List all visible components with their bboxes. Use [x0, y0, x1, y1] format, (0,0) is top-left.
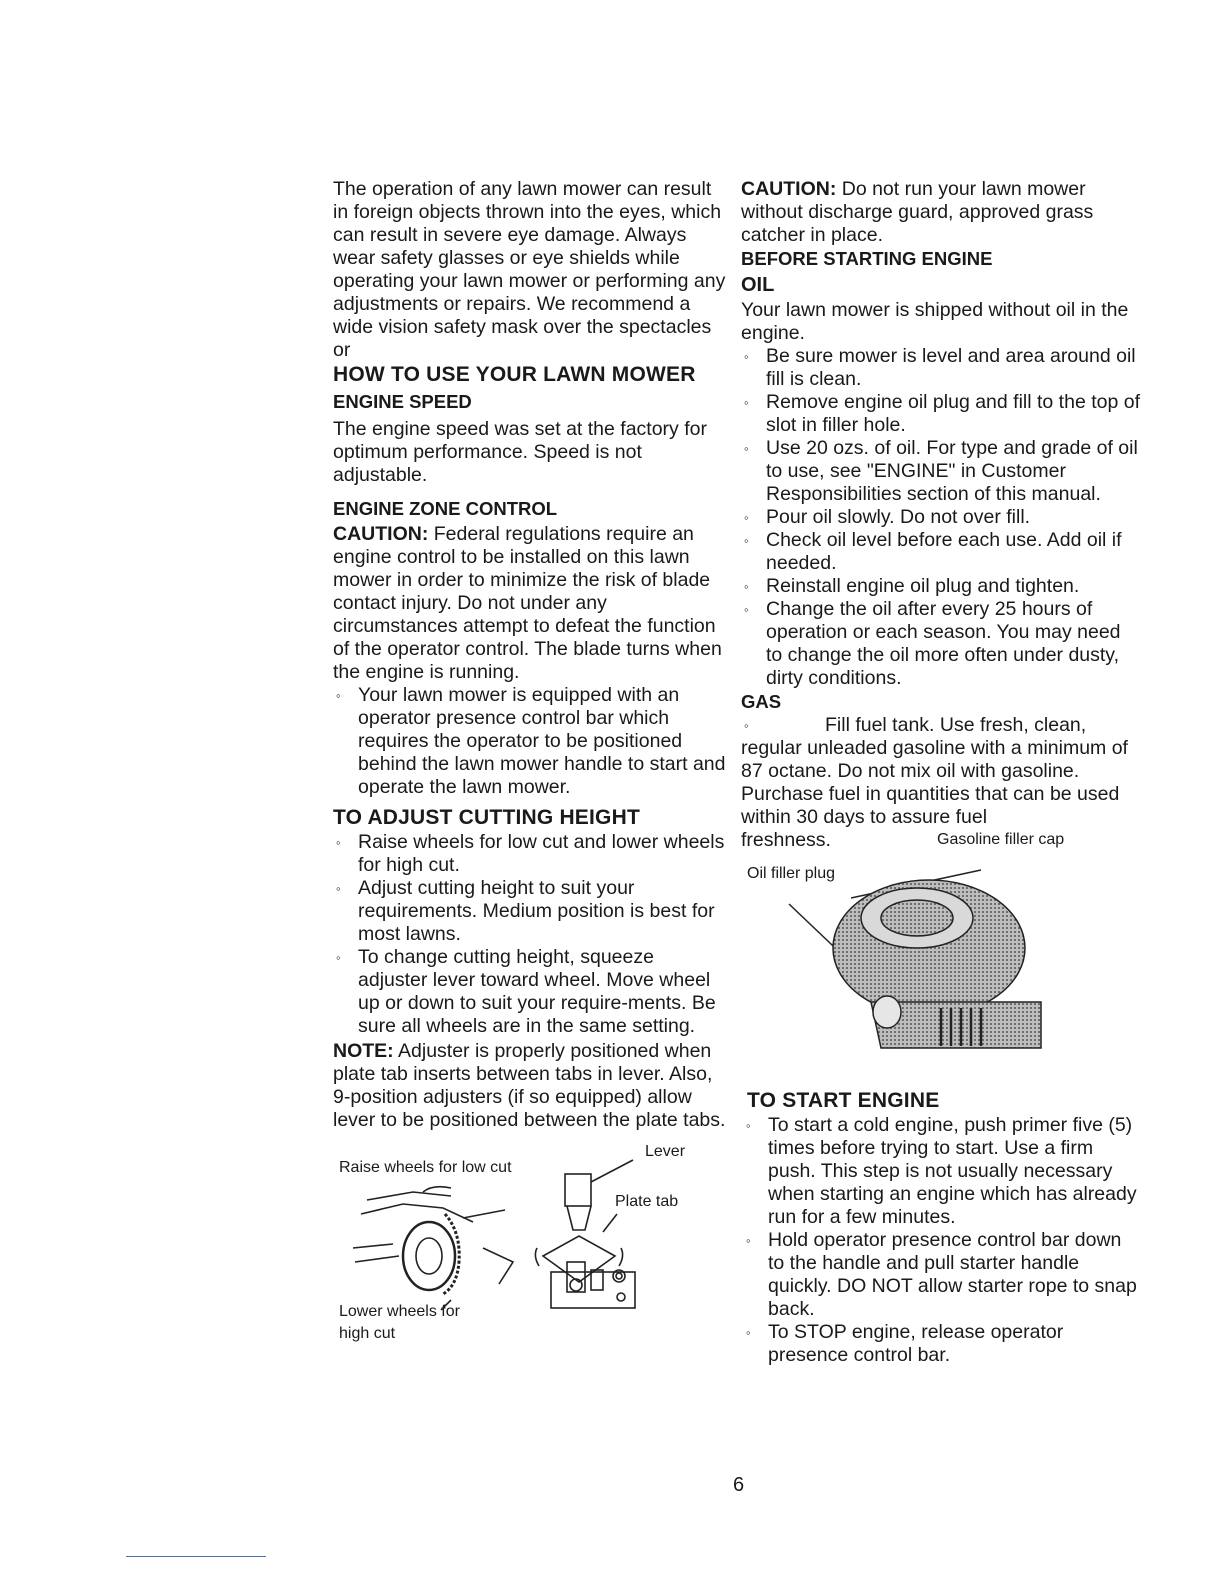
discharge-caution-label: CAUTION:: [741, 178, 837, 200]
left-column: [333, 178, 728, 1348]
list-item: ◦ Your lawn mower is equipped with an operator presence control bar which requires the operator to be positioned behind the lawn mower handle to start and operate the lawn mower.: [333, 684, 728, 799]
list-item: ◦ Raise wheels for low cut and lower wheels for high cut.: [333, 831, 728, 877]
start-engine-heading: TO START ENGINE: [747, 1089, 940, 1112]
list-item: ◦ Change the oil after every 25 hours of operation or each season. You may need to change the oil more often under dusty, dirty conditions.: [741, 598, 1141, 690]
gas-first-line: [741, 714, 1141, 737]
ezc-caution-paragraph: [333, 523, 728, 684]
list-item: ◦ Remove engine oil plug and fill to the top of slot in filler hole.: [741, 391, 1141, 437]
ezc-caution-label: CAUTION:: [333, 523, 429, 545]
start-bullet-list: [741, 1114, 1141, 1367]
list-item: ◦ Pour oil slowly. Do not over fill.: [741, 506, 1141, 529]
note-label: NOTE:: [333, 1040, 394, 1062]
wheel-adjuster-illustration: [333, 1152, 663, 1312]
gas-text-first: Fill fuel tank. Use fresh, clean,: [825, 714, 1087, 736]
list-item: ◦ Be sure mower is level and area around oil fill is clean.: [741, 345, 1141, 391]
lever-caption: Lever: [645, 1143, 686, 1160]
cutting-height-heading: TO ADJUST CUTTING HEIGHT: [333, 806, 640, 829]
oil-heading: OIL: [741, 274, 775, 296]
list-item: ◦ Use 20 ozs. of oil. For type and grade of oil to use, see "ENGINE" in Customer Responsibilities section of this manual.: [741, 437, 1141, 506]
list-item: ◦ Check oil level before each use. Add oil if needed.: [741, 529, 1141, 575]
list-item: ◦ To STOP engine, release operator presence control bar.: [743, 1321, 1141, 1367]
engine-illustration: [741, 862, 1061, 1062]
lower-wheels-caption-2: high cut: [339, 1325, 396, 1342]
gas-last-line: [741, 829, 1141, 852]
plate-tab-caption: Plate tab: [615, 1193, 679, 1210]
discharge-caution-paragraph: [741, 178, 1141, 247]
how-to-use-heading: HOW TO USE YOUR LAWN MOWER: [333, 363, 696, 386]
gas-heading: GAS: [741, 691, 782, 712]
engine-speed-text: The engine speed was set at the factory for optimum performance. Speed is not adjustable.: [333, 418, 707, 486]
right-column: [741, 178, 1141, 1367]
note-paragraph: [333, 1040, 728, 1132]
note-text: Adjuster is properly positioned when plate tab inserts between tabs in lever. Also, 9-position adjusters (if so equipped) allow lever to be positioned between the plate tabs.: [333, 1040, 726, 1131]
list-item: ◦ Adjust cutting height to suit your requirements. Medium position is best for most lawns.: [333, 877, 728, 946]
list-item: ◦ To change cutting height, squeeze adjuster lever toward wheel. Move wheel up or down to suit your require-ments. Be sure all wheels are in the same setting.: [333, 946, 728, 1038]
ezc-caution-text: Federal regulations require an engine control to be installed on this lawn mower in order to minimize the risk of blade contact injury. Do not under any circumstances attempt to defeat the function of the operator control. The blade turns when the engine is running.: [333, 523, 722, 683]
gas-last: freshness.: [741, 829, 831, 851]
cutting-bullet-list: [333, 831, 728, 1038]
discharge-caution-text: Do not run your lawn mower without discharge guard, approved grass catcher in place.: [741, 178, 1094, 246]
oil-bullet-list: [741, 345, 1141, 690]
raise-wheels-caption: Raise wheels for low cut: [339, 1159, 512, 1176]
engine-zone-control-heading: ENGINE ZONE CONTROL: [333, 498, 558, 519]
engine-speed-heading: ENGINE SPEED: [333, 391, 472, 412]
lower-wheels-caption-1: Lower wheels for: [339, 1303, 460, 1320]
page-number: 6: [733, 1474, 745, 1496]
cutting-height-figure: [333, 1138, 728, 1348]
footer-rule: [126, 1556, 266, 1557]
engine-figure: [741, 858, 1141, 1088]
oil-plug-caption: Oil filler plug: [747, 865, 836, 882]
intro-paragraph: The operation of any lawn mower can result in foreign objects thrown into the eyes, which can result in severe eye damage. Always wear safety glasses or eye shields while operating your lawn mower or performing any adjustments or repairs. We recommend a wide vision safety mask over the spectacles or: [333, 178, 726, 361]
oil-intro: Your lawn mower is shipped without oil in the engine.: [741, 299, 1129, 344]
list-item: ◦ Hold operator presence control bar down to the handle and pull starter handle quickly. DO NOT allow starter rope to snap back.: [743, 1229, 1141, 1321]
gasoline-cap-caption: Gasoline filler cap: [937, 831, 1065, 848]
ezc-bullet-list: [333, 684, 728, 799]
list-item: ◦ Reinstall engine oil plug and tighten.: [741, 575, 1141, 598]
list-item: ◦ To start a cold engine, push primer five (5) times before trying to start. Use a firm push. This step is not usually necessary when starting an engine which has already run for a few minutes.: [743, 1114, 1141, 1229]
before-starting-heading: BEFORE STARTING ENGINE: [741, 248, 993, 269]
bullet-icon: ◦: [744, 718, 749, 733]
gas-text-rest: regular unleaded gasoline with a minimum of 87 octane. Do not mix oil with gasoline. Purchase fuel in quantities that can be used within 30 days to assure fuel: [741, 737, 1128, 828]
